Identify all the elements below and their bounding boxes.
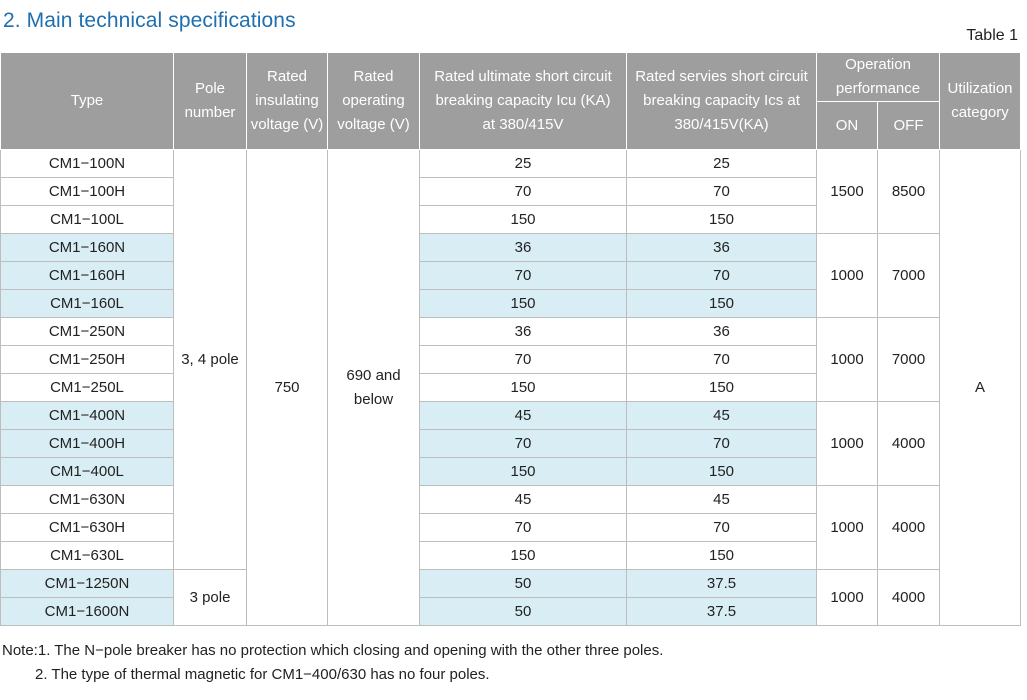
- type-cell: CM1−100N: [1, 150, 174, 178]
- header-pole-number: Pole number: [174, 53, 247, 150]
- type-cell: CM1−160H: [1, 262, 174, 290]
- type-cell: CM1−400L: [1, 458, 174, 486]
- ics-cell: 45: [627, 402, 817, 430]
- ics-cell: 37.5: [627, 570, 817, 598]
- on-cell: 1500: [817, 150, 878, 234]
- icu-cell: 150: [420, 290, 627, 318]
- type-cell: CM1−400H: [1, 430, 174, 458]
- table-row: [1, 234, 1021, 262]
- ics-cell: 70: [627, 346, 817, 374]
- off-cell: 4000: [878, 402, 940, 486]
- header-utilization-category: Utilization category: [940, 53, 1021, 150]
- on-cell: 1000: [817, 234, 878, 318]
- icu-cell: 70: [420, 514, 627, 542]
- type-cell: CM1−630L: [1, 542, 174, 570]
- ics-cell: 70: [627, 430, 817, 458]
- ics-cell: 45: [627, 486, 817, 514]
- note-2: 2. The type of thermal magnetic for CM1−400/630 has no four poles.: [35, 666, 490, 683]
- ics-cell: 70: [627, 178, 817, 206]
- off-cell: 7000: [878, 234, 940, 318]
- icu-cell: 150: [420, 374, 627, 402]
- off-cell: 4000: [878, 570, 940, 626]
- type-cell: CM1−630H: [1, 514, 174, 542]
- off-cell: 8500: [878, 150, 940, 234]
- icu-cell: 70: [420, 262, 627, 290]
- header-operation-performance: Operation performance: [817, 53, 940, 102]
- icu-cell: 36: [420, 318, 627, 346]
- icu-cell: 150: [420, 458, 627, 486]
- type-cell: CM1−250H: [1, 346, 174, 374]
- type-cell: CM1−1600N: [1, 598, 174, 626]
- icu-cell: 70: [420, 178, 627, 206]
- type-cell: CM1−100H: [1, 178, 174, 206]
- icu-cell: 150: [420, 206, 627, 234]
- note-1: Note:1. The N−pole breaker has no protection which closing and opening with the other three poles.: [2, 642, 664, 659]
- type-cell: CM1−1250N: [1, 570, 174, 598]
- header-on: ON: [817, 102, 878, 150]
- type-cell: CM1−250L: [1, 374, 174, 402]
- table-row: [1, 150, 1021, 178]
- ics-cell: 70: [627, 514, 817, 542]
- insulating-voltage-cell: 750: [247, 150, 328, 626]
- icu-cell: 45: [420, 486, 627, 514]
- icu-cell: 70: [420, 430, 627, 458]
- icu-cell: 25: [420, 150, 627, 178]
- icu-cell: 50: [420, 570, 627, 598]
- ics-cell: 150: [627, 374, 817, 402]
- header-type: Type: [1, 53, 174, 150]
- on-cell: 1000: [817, 486, 878, 570]
- ics-cell: 150: [627, 290, 817, 318]
- spec-table: [0, 52, 1021, 626]
- type-cell: CM1−400N: [1, 402, 174, 430]
- utilization-cell: A: [940, 150, 1021, 626]
- icu-cell: 36: [420, 234, 627, 262]
- icu-cell: 150: [420, 542, 627, 570]
- type-cell: CM1−250N: [1, 318, 174, 346]
- type-cell: CM1−100L: [1, 206, 174, 234]
- header-rated-insulating-voltage: Rated insulating voltage (V): [247, 53, 328, 150]
- header-ics: Rated servies short circuit breaking capacity Ics at 380/415V(KA): [627, 53, 817, 150]
- type-cell: CM1−630N: [1, 486, 174, 514]
- table-row: [1, 402, 1021, 430]
- icu-cell: 50: [420, 598, 627, 626]
- ics-cell: 70: [627, 262, 817, 290]
- off-cell: 7000: [878, 318, 940, 402]
- ics-cell: 37.5: [627, 598, 817, 626]
- on-cell: 1000: [817, 570, 878, 626]
- pole-number-cell: 3 pole: [174, 570, 247, 626]
- table-row: [1, 486, 1021, 514]
- type-cell: CM1−160L: [1, 290, 174, 318]
- table-label: Table 1: [966, 27, 1018, 44]
- on-cell: 1000: [817, 318, 878, 402]
- ics-cell: 36: [627, 318, 817, 346]
- ics-cell: 150: [627, 542, 817, 570]
- ics-cell: 150: [627, 206, 817, 234]
- ics-cell: 150: [627, 458, 817, 486]
- section-title: 2. Main technical specifications: [3, 9, 296, 32]
- icu-cell: 45: [420, 402, 627, 430]
- table-row: [1, 570, 1021, 598]
- off-cell: 4000: [878, 486, 940, 570]
- ics-cell: 36: [627, 234, 817, 262]
- header-rated-operating-voltage: Rated operating voltage (V): [328, 53, 420, 150]
- icu-cell: 70: [420, 346, 627, 374]
- operating-voltage-cell: 690 and below: [328, 150, 420, 626]
- pole-number-cell: 3, 4 pole: [174, 150, 247, 570]
- on-cell: 1000: [817, 402, 878, 486]
- header-icu: Rated ultimate short circuit breaking capacity Icu (KA) at 380/415V: [420, 53, 627, 150]
- type-cell: CM1−160N: [1, 234, 174, 262]
- table-row: [1, 318, 1021, 346]
- ics-cell: 25: [627, 150, 817, 178]
- header-off: OFF: [878, 102, 940, 150]
